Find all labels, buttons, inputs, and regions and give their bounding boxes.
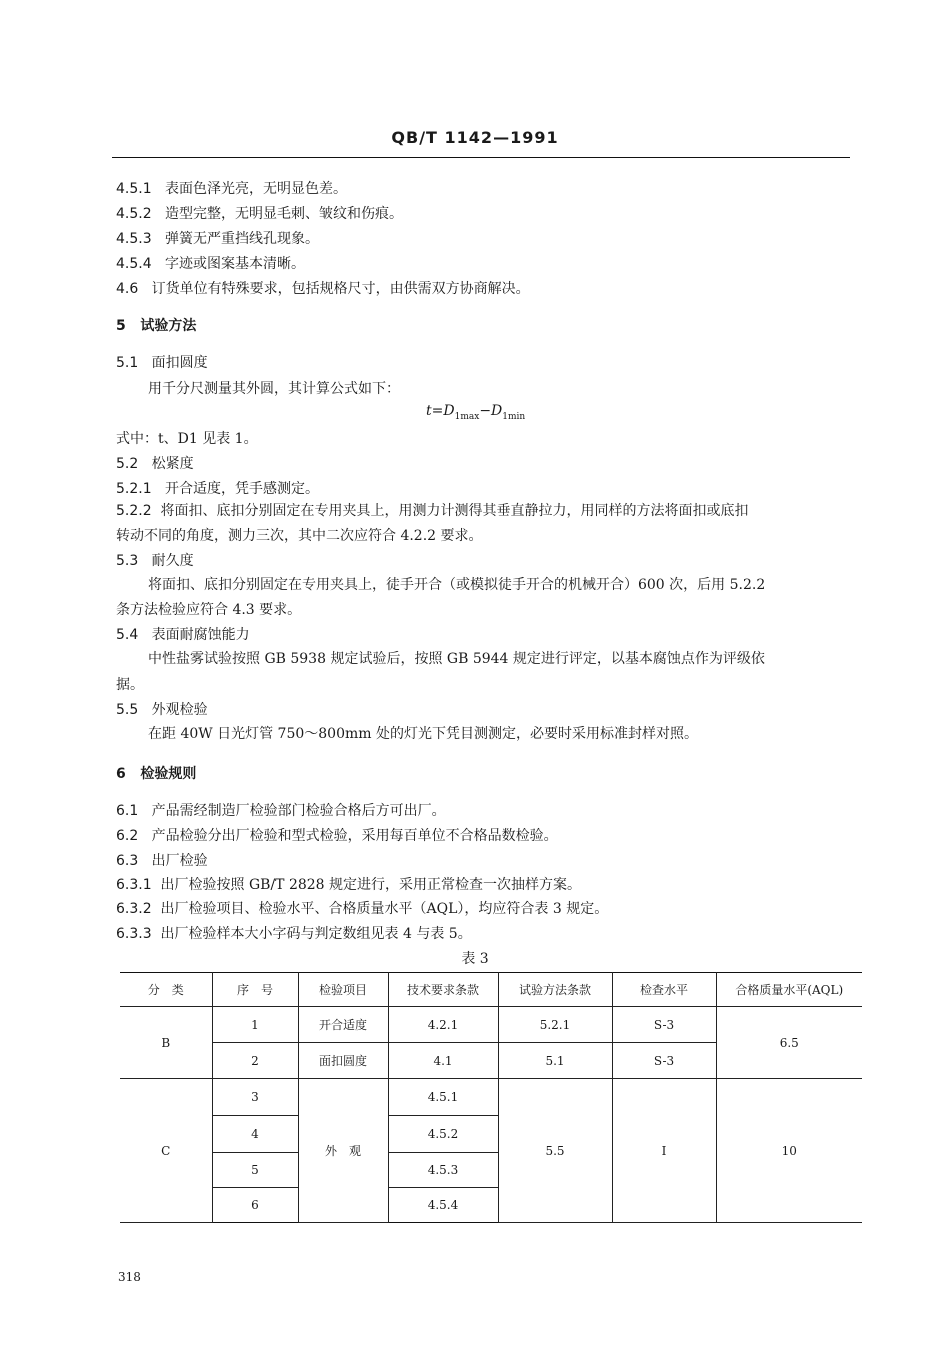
header-seq: 序 号 bbox=[212, 973, 298, 1007]
method-cell: 5.1 bbox=[498, 1043, 612, 1079]
level-c-cell: I bbox=[612, 1079, 716, 1223]
header-req: 技术要求条款 bbox=[388, 973, 498, 1007]
clause-5-5: 5.5 外观检验 bbox=[116, 702, 208, 718]
table-row bbox=[120, 1079, 862, 1116]
item-c-cell: 外 观 bbox=[298, 1079, 388, 1223]
clause-5-4: 5.4 表面耐腐蚀能力 bbox=[116, 627, 250, 643]
seq-cell: 3 bbox=[212, 1079, 298, 1116]
clause-5-4-cont: 据。 bbox=[116, 677, 144, 693]
clause-5-1: 5.1 面扣圆度 bbox=[116, 355, 208, 371]
header-level: 检查水平 bbox=[612, 973, 716, 1007]
clause-5-4-body: 中性盐雾试验按照 GB 5938 规定试验后，按照 GB 5944 规定进行评定，以基本腐蚀点作为评级依 bbox=[148, 651, 765, 667]
clause-6-3-2: 6.3.2 出厂检验项目、检验水平、合格质量水平（AQL），均应符合表 3 规定。 bbox=[116, 901, 609, 917]
method-c-cell: 5.5 bbox=[498, 1079, 612, 1223]
item-cell: 面扣圆度 bbox=[298, 1043, 388, 1079]
table-3 bbox=[120, 972, 862, 1223]
req-cell: 4.5.2 bbox=[388, 1116, 498, 1153]
table-header-row bbox=[120, 973, 862, 1007]
class-c-cell: C bbox=[120, 1079, 212, 1223]
header-method: 试验方法条款 bbox=[498, 973, 612, 1007]
section-5-heading: 5 试验方法 bbox=[116, 318, 197, 334]
clause-4-5-4: 4.5.4 字迹或图案基本清晰。 bbox=[116, 256, 305, 272]
clause-4-5-1: 4.5.1 表面色泽光亮，无明显色差。 bbox=[116, 181, 347, 197]
req-cell: 4.5.1 bbox=[388, 1079, 498, 1116]
roundness-formula: $t=D_{1max}-D_{1min}$ bbox=[426, 403, 526, 422]
seq-cell: 1 bbox=[212, 1007, 298, 1043]
req-cell: 4.5.4 bbox=[388, 1188, 498, 1223]
clause-4-5-3: 4.5.3 弹簧无严重挡线孔现象。 bbox=[116, 231, 319, 247]
clause-5-3: 5.3 耐久度 bbox=[116, 553, 194, 569]
seq-cell: 6 bbox=[212, 1188, 298, 1223]
seq-cell: 4 bbox=[212, 1116, 298, 1153]
clause-5-3-cont: 条方法检验应符合 4.3 要求。 bbox=[116, 602, 302, 618]
clause-6-2: 6.2 产品检验分出厂检验和型式检验，采用每百单位不合格品数检验。 bbox=[116, 828, 558, 844]
clause-4-5-2: 4.5.2 造型完整，无明显毛刺、皱纹和伤痕。 bbox=[116, 206, 403, 222]
req-cell: 4.2.1 bbox=[388, 1007, 498, 1043]
clause-6-3-3: 6.3.3 出厂检验样本大小字码与判定数组见表 4 与表 5。 bbox=[116, 926, 472, 942]
table-row bbox=[120, 1007, 862, 1043]
level-cell: S-3 bbox=[612, 1043, 716, 1079]
standard-header: QB/T 1142—1991 bbox=[391, 128, 559, 147]
req-cell: 4.5.3 bbox=[388, 1153, 498, 1188]
level-cell: S-3 bbox=[612, 1007, 716, 1043]
section-6-heading: 6 检验规则 bbox=[116, 766, 197, 782]
clause-6-1: 6.1 产品需经制造厂检验部门检验合格后方可出厂。 bbox=[116, 803, 446, 819]
formula-where: 式中：t、D1 见表 1。 bbox=[116, 431, 258, 447]
method-cell: 5.2.1 bbox=[498, 1007, 612, 1043]
clause-5-2: 5.2 松紧度 bbox=[116, 456, 194, 472]
header-aql: 合格质量水平(AQL) bbox=[716, 973, 862, 1007]
clause-6-3: 6.3 出厂检验 bbox=[116, 853, 208, 869]
req-cell: 4.1 bbox=[388, 1043, 498, 1079]
clause-5-3-body: 将面扣、底扣分别固定在专用夹具上，徒手开合（或模拟徒手开合的机械开合）600 次，后用 5.2.2 bbox=[148, 577, 766, 593]
clause-4-6: 4.6 订货单位有特殊要求，包括规格尺寸，由供需双方协商解决。 bbox=[116, 281, 530, 297]
seq-cell: 2 bbox=[212, 1043, 298, 1079]
clause-5-2-1: 5.2.1 开合适度，凭手感测定。 bbox=[116, 481, 319, 497]
aql-c-cell: 10 bbox=[716, 1079, 862, 1223]
clause-5-5-body: 在距 40W 日光灯管 750～800mm 处的灯光下凭目测测定，必要时采用标准封样对照。 bbox=[148, 726, 698, 742]
header-rule bbox=[112, 157, 850, 158]
page-number: 318 bbox=[118, 1270, 141, 1284]
clause-5-2-2-cont: 转动不同的角度，测力三次，其中二次应符合 4.2.2 要求。 bbox=[116, 528, 483, 544]
class-b-cell: B bbox=[120, 1007, 212, 1079]
seq-cell: 5 bbox=[212, 1153, 298, 1188]
item-cell: 开合适度 bbox=[298, 1007, 388, 1043]
clause-5-2-2: 5.2.2 将面扣、底扣分别固定在专用夹具上，用测力计测得其垂直静拉力，用同样的方法将面扣或底扣 bbox=[116, 503, 749, 519]
clause-6-3-1: 6.3.1 出厂检验按照 GB/T 2828 规定进行，采用正常检查一次抽样方案。 bbox=[116, 877, 582, 893]
table-3-caption: 表 3 bbox=[461, 951, 489, 967]
aql-b-cell: 6.5 bbox=[716, 1007, 862, 1079]
header-class: 分 类 bbox=[120, 973, 212, 1007]
header-item: 检验项目 bbox=[298, 973, 388, 1007]
clause-5-1-body: 用千分尺测量其外圆，其计算公式如下： bbox=[148, 381, 400, 397]
